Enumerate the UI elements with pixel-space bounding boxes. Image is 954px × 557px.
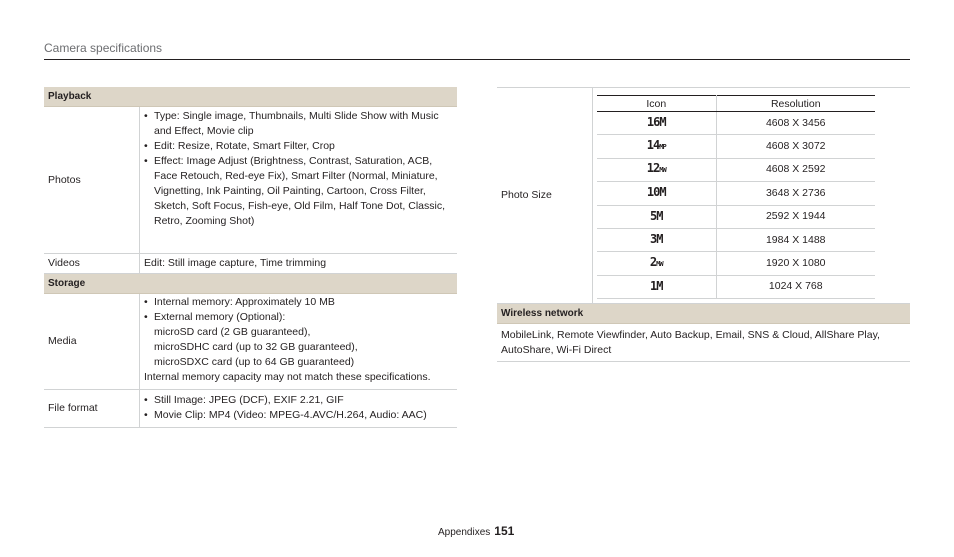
- list-item: • Edit: Resize, Rotate, Smart Filter, Crop: [144, 139, 453, 154]
- size-10m-icon: [597, 182, 716, 205]
- wireless-network-value: MobileLink, Remote Viewfinder, Auto Backup, Email, SNS & Cloud, AllShare Play, AutoShare, Wi-Fi Direct: [497, 324, 910, 362]
- media-label: Media: [44, 294, 140, 389]
- table-row: [597, 228, 875, 251]
- table-row: [597, 252, 875, 275]
- resolution-cell: 2592 X 1944: [716, 205, 875, 228]
- page-header-title: Camera specifications: [44, 41, 163, 55]
- photos-value: [140, 107, 457, 253]
- videos-label: Videos: [44, 254, 140, 273]
- media-sub-line: microSD card (2 GB guaranteed),: [154, 326, 311, 338]
- resolution-cell: 1920 X 1080: [716, 252, 875, 275]
- header-rule: [44, 59, 910, 60]
- media-value: [140, 294, 457, 389]
- videos-value: Edit: Still image capture, Time trimming: [144, 257, 327, 269]
- photos-label: Photos: [44, 107, 140, 253]
- file-format-label: File format: [44, 390, 140, 427]
- resolution-header-row: [597, 96, 875, 112]
- size-icon-text: 1M: [650, 278, 663, 293]
- page-footer: [438, 524, 514, 538]
- media-note: Internal memory capacity may not match these specifications.: [144, 371, 431, 383]
- photo-size-label: Photo Size: [497, 88, 593, 303]
- list-item: • Type: Single image, Thumbnails, Multi Slide Show with Music and Effect, Movie clip: [144, 109, 453, 139]
- size-icon-sub: MW: [656, 260, 663, 269]
- size-icon-text: 14: [646, 138, 660, 153]
- resolution-cell: 1024 X 768: [716, 275, 875, 298]
- section-header-playback: Playback: [44, 87, 457, 107]
- list-item: • External memory (Optional):: [144, 310, 453, 325]
- right-spec-table: [497, 87, 910, 362]
- resolution-cell: 1984 X 1488: [716, 228, 875, 251]
- table-row: [597, 275, 875, 298]
- size-icon-text: 3M: [650, 232, 663, 247]
- size-3m-icon: [597, 228, 716, 251]
- size-5m-icon: [597, 205, 716, 228]
- size-2mw-icon: [597, 252, 716, 275]
- file-format-value: [140, 390, 457, 427]
- size-icon-text: 5M: [650, 208, 663, 223]
- table-row: [597, 182, 875, 205]
- list-item: • Still Image: JPEG (DCF), EXIF 2.21, GIF: [144, 393, 453, 408]
- list-item: • Effect: Image Adjust (Brightness, Contrast, Saturation, ACB, Face Retouch, Red-eye Fix), Smart Filter (Normal, Miniature, Vignetting, Ink Painting, Oil Painting, Cartoon, Cross Filter, Sketch, Soft Focus, Fish-eye, Old Film, Half Tone Dot, Classic, Retro, Zooming Shot): [144, 154, 453, 229]
- left-spec-table: [44, 87, 457, 428]
- table-row: [597, 158, 875, 181]
- section-header-wireless-network: Wireless network: [497, 304, 910, 324]
- size-icon-text: 10M: [646, 185, 666, 200]
- size-icon-text: 12: [646, 161, 660, 176]
- resolution-cell: 4608 X 3072: [716, 135, 875, 158]
- table-row: [597, 135, 875, 158]
- size-icon-sub: MW: [659, 166, 666, 175]
- size-14mp-icon: [597, 135, 716, 158]
- table-row: [597, 205, 875, 228]
- resolution-cell: 3648 X 2736: [716, 182, 875, 205]
- size-icon-text: 2: [649, 255, 657, 270]
- resolution-cell: 4608 X 2592: [716, 158, 875, 181]
- table-row: [597, 112, 875, 135]
- size-16m-icon: [597, 112, 716, 135]
- size-1m-icon: [597, 275, 716, 298]
- spec-row-file-format: [44, 390, 457, 428]
- media-sub-line: microSDXC card (up to 64 GB guaranteed): [154, 356, 355, 368]
- spec-row-photo-size: [497, 87, 910, 304]
- footer-section-label: Appendixes: [438, 527, 491, 538]
- spec-row-videos: [44, 254, 457, 274]
- page-number: 151: [494, 524, 515, 538]
- list-item: • Movie Clip: MP4 (Video: MPEG-4.AVC/H.264, Audio: AAC): [144, 408, 453, 423]
- size-icon-text: 16M: [646, 115, 666, 130]
- column-header-icon: Icon: [597, 96, 716, 112]
- section-header-storage: Storage: [44, 274, 457, 294]
- media-sub-line: microSDHC card (up to 32 GB guaranteed),: [154, 341, 358, 353]
- resolution-cell: 4608 X 3456: [716, 112, 875, 135]
- resolution-table: [597, 95, 875, 299]
- spec-row-photos: [44, 107, 457, 254]
- size-12mw-icon: [597, 158, 716, 181]
- size-icon-sub: MP: [659, 143, 666, 152]
- photo-size-value: [593, 88, 910, 303]
- column-header-resolution: Resolution: [716, 96, 875, 112]
- spec-row-media: [44, 294, 457, 390]
- list-item: • Internal memory: Approximately 10 MB: [144, 295, 453, 310]
